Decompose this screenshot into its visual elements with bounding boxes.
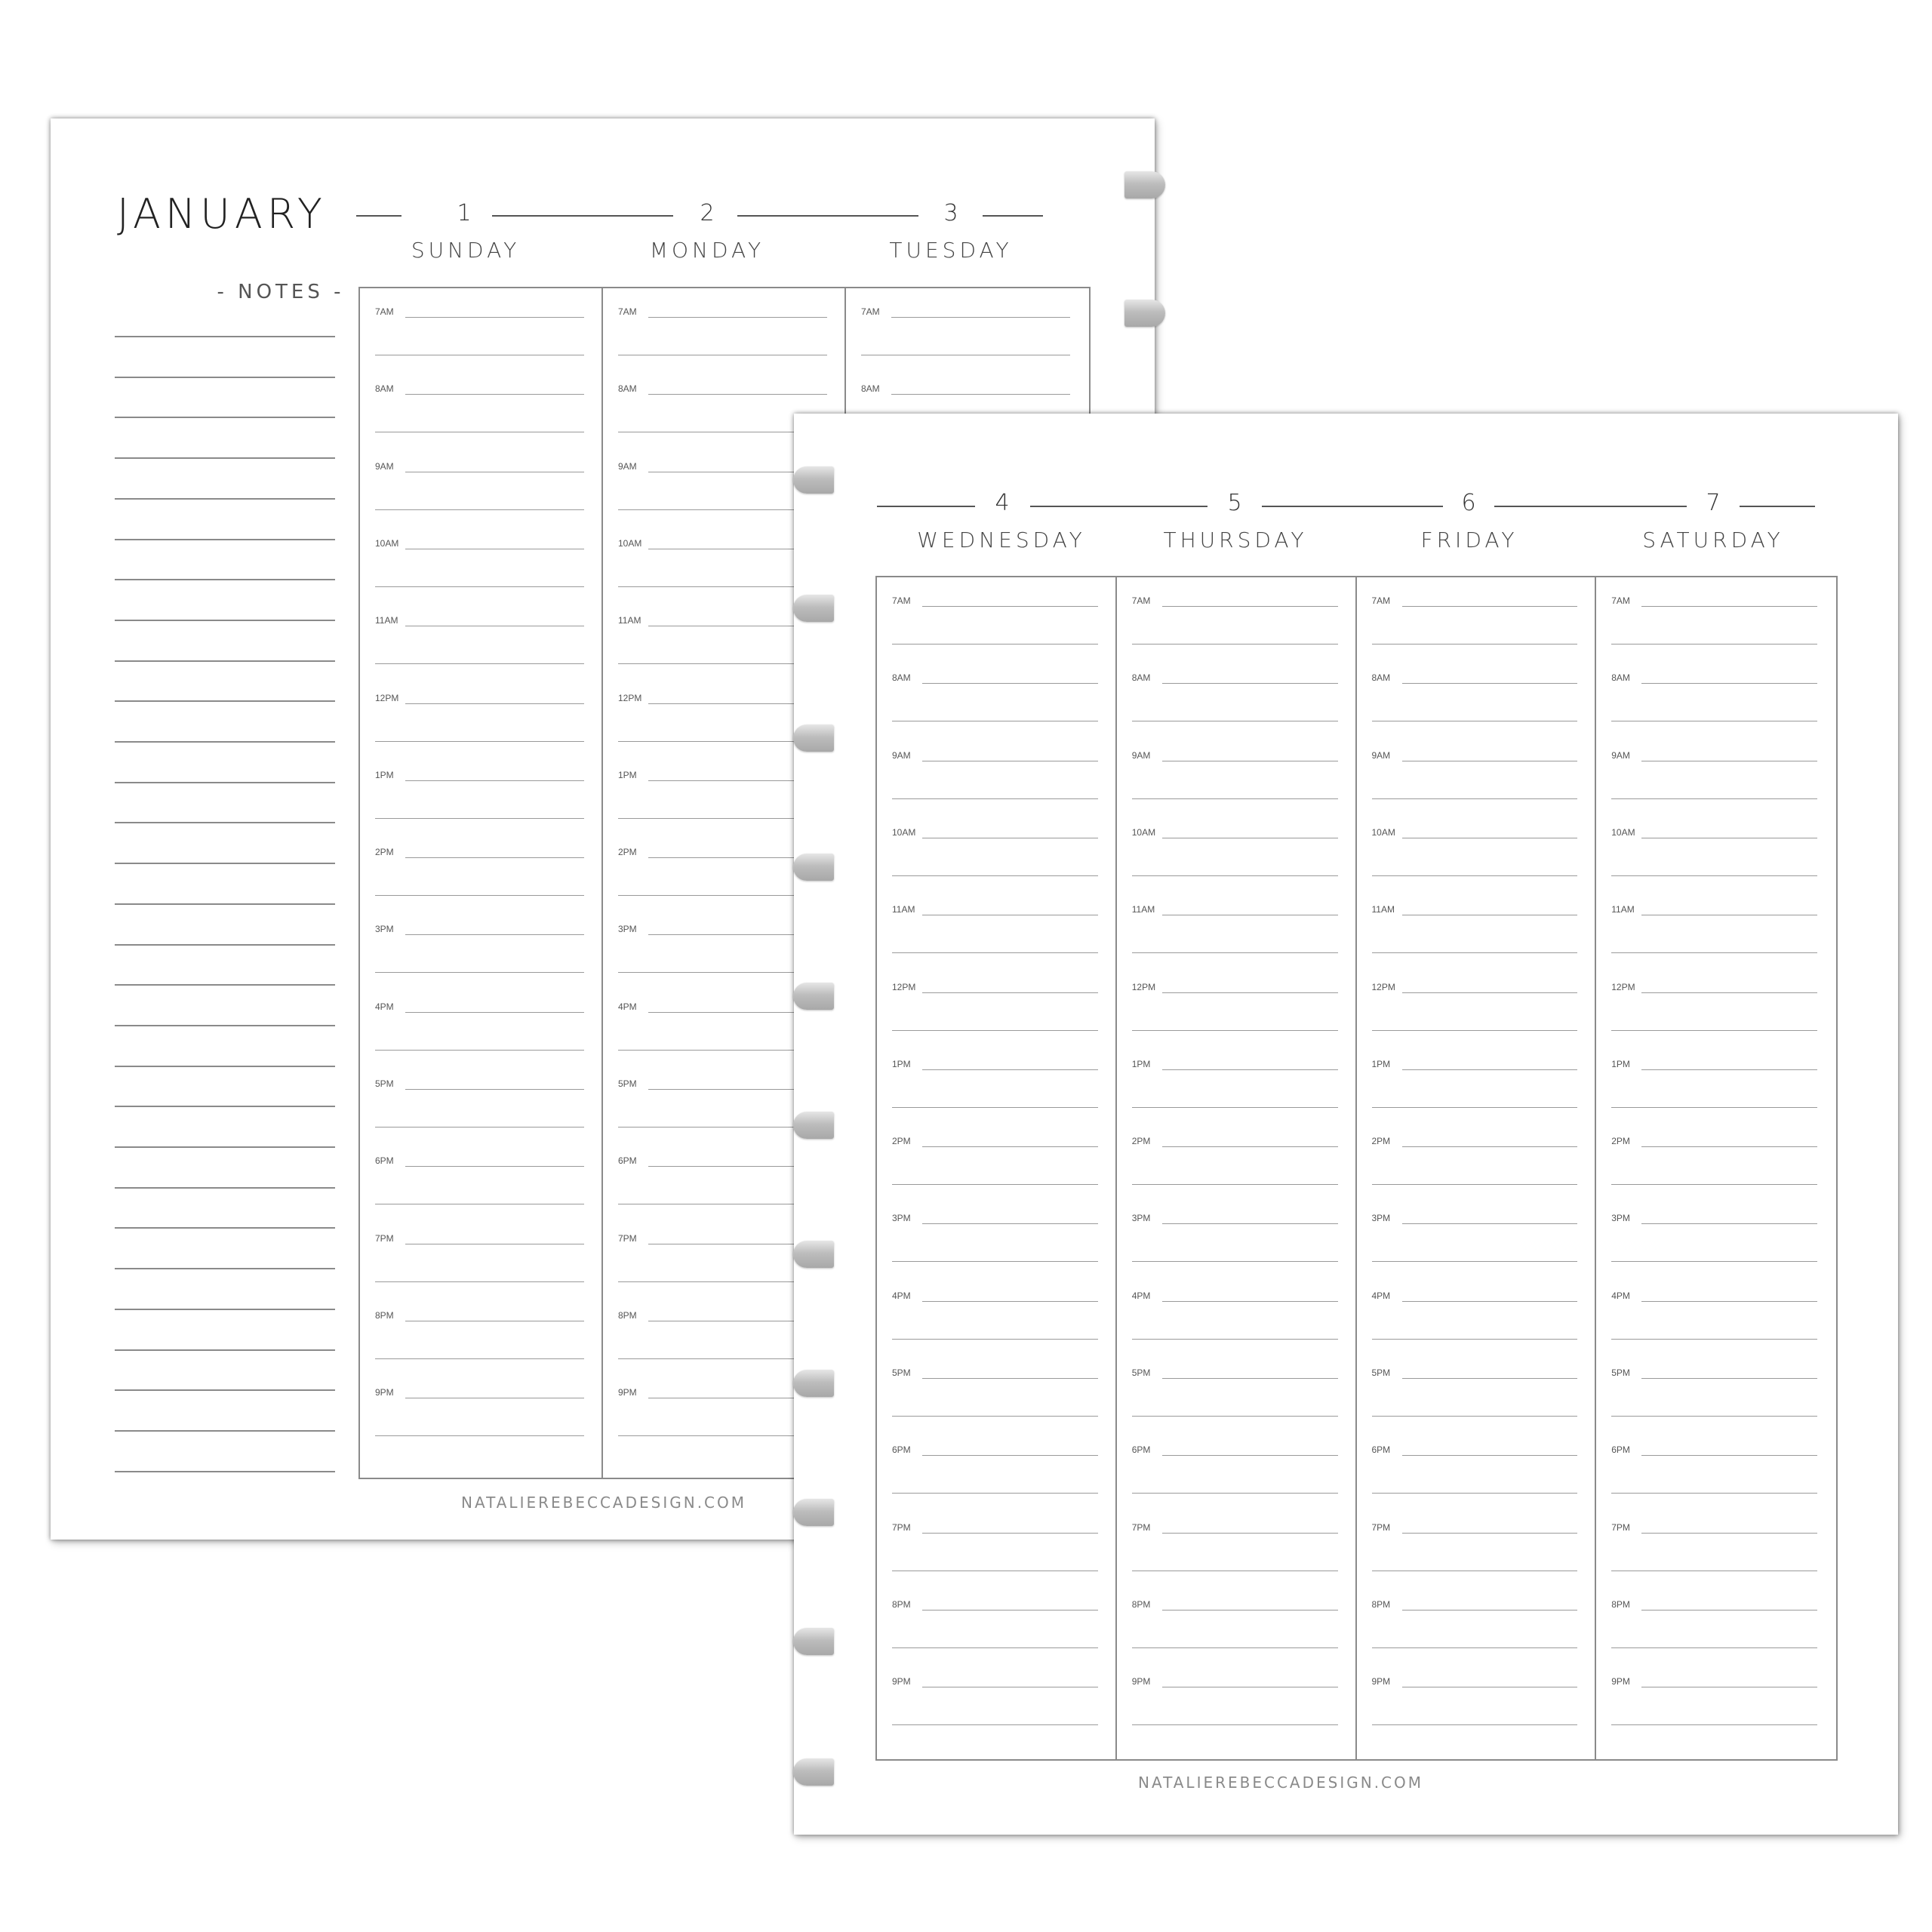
half-hour-line[interactable] bbox=[892, 1184, 1098, 1185]
half-hour-line[interactable] bbox=[1372, 798, 1578, 799]
half-hour-line[interactable] bbox=[1132, 1493, 1338, 1494]
note-line[interactable] bbox=[115, 377, 335, 378]
binder-disc bbox=[793, 1628, 834, 1655]
time-label: 5PM bbox=[1371, 1367, 1391, 1378]
time-label: 8AM bbox=[861, 383, 880, 395]
half-hour-line[interactable] bbox=[1611, 952, 1817, 953]
day-number: 7 bbox=[1706, 490, 1721, 516]
time-label: 9AM bbox=[1611, 749, 1630, 761]
half-hour-line[interactable] bbox=[1132, 1030, 1338, 1031]
note-line[interactable] bbox=[115, 1268, 335, 1269]
time-slot-line[interactable] bbox=[405, 394, 584, 395]
header-rule bbox=[1494, 506, 1687, 507]
half-hour-line[interactable] bbox=[375, 1281, 584, 1282]
time-label: 8PM bbox=[1371, 1598, 1391, 1610]
half-hour-line[interactable] bbox=[1372, 1416, 1578, 1417]
half-hour-line[interactable] bbox=[375, 972, 584, 973]
time-label: 6PM bbox=[1131, 1444, 1151, 1456]
time-label: 7AM bbox=[375, 306, 394, 317]
half-hour-line[interactable] bbox=[1372, 1107, 1578, 1108]
time-label: 10AM bbox=[1131, 826, 1156, 838]
half-hour-line[interactable] bbox=[1372, 644, 1578, 645]
time-label: 12PM bbox=[1131, 981, 1156, 992]
header-rule bbox=[1030, 506, 1208, 507]
half-hour-line[interactable] bbox=[892, 798, 1098, 799]
time-label: 4PM bbox=[1371, 1290, 1391, 1301]
half-hour-line[interactable] bbox=[892, 1261, 1098, 1262]
half-hour-line[interactable] bbox=[892, 1416, 1098, 1417]
time-slot-line[interactable] bbox=[1641, 1301, 1817, 1302]
note-line[interactable] bbox=[115, 1066, 335, 1067]
time-slot-line[interactable] bbox=[922, 992, 1098, 993]
time-label: 3PM bbox=[375, 924, 394, 935]
day-name: SATURDAY bbox=[1642, 528, 1784, 552]
time-slot-line[interactable] bbox=[1402, 1455, 1578, 1456]
half-hour-line[interactable] bbox=[1611, 644, 1817, 645]
half-hour-line[interactable] bbox=[1611, 1493, 1817, 1494]
time-slot-line[interactable] bbox=[1162, 606, 1338, 607]
time-label: 7AM bbox=[861, 306, 880, 317]
time-label: 10AM bbox=[375, 537, 399, 549]
time-slot-line[interactable] bbox=[922, 1533, 1098, 1534]
time-label: 6PM bbox=[1611, 1444, 1630, 1456]
time-label: 1PM bbox=[618, 769, 637, 780]
time-label: 1PM bbox=[1611, 1058, 1630, 1069]
time-label: 7AM bbox=[1371, 595, 1391, 606]
note-line[interactable] bbox=[115, 944, 335, 946]
day-name: SUNDAY bbox=[411, 238, 521, 263]
half-hour-line[interactable] bbox=[1611, 798, 1817, 799]
time-label: 5PM bbox=[1611, 1367, 1630, 1378]
time-label: 1PM bbox=[375, 769, 394, 780]
time-label: 4PM bbox=[892, 1290, 911, 1301]
binder-disc bbox=[1124, 171, 1165, 198]
half-hour-line[interactable] bbox=[375, 663, 584, 664]
note-line[interactable] bbox=[115, 1227, 335, 1229]
time-label: 5PM bbox=[618, 1078, 637, 1089]
half-hour-line[interactable] bbox=[1132, 1647, 1338, 1648]
time-slot-line[interactable] bbox=[1402, 992, 1578, 993]
time-label: 7PM bbox=[1611, 1521, 1630, 1533]
note-line[interactable] bbox=[115, 903, 335, 905]
time-slot-line[interactable] bbox=[1641, 1146, 1817, 1147]
time-label: 11AM bbox=[375, 615, 398, 626]
header-rule bbox=[737, 215, 918, 217]
time-label: 9PM bbox=[892, 1676, 911, 1687]
time-slot-line[interactable] bbox=[405, 703, 584, 704]
month-title: JANUARY bbox=[117, 190, 327, 238]
time-label: 8AM bbox=[1131, 672, 1151, 684]
time-label: 1PM bbox=[1371, 1058, 1391, 1069]
half-hour-line[interactable] bbox=[1611, 1416, 1817, 1417]
time-slot-line[interactable] bbox=[405, 1089, 584, 1090]
half-hour-line[interactable] bbox=[375, 741, 584, 742]
time-label: 3PM bbox=[892, 1213, 911, 1224]
time-label: 7PM bbox=[1371, 1521, 1391, 1533]
half-hour-line[interactable] bbox=[1132, 1339, 1338, 1340]
header-rule bbox=[492, 215, 673, 217]
half-hour-line[interactable] bbox=[1132, 1107, 1338, 1108]
day-column bbox=[1596, 577, 1836, 1759]
time-slot-line[interactable] bbox=[891, 317, 1070, 318]
time-label: 9AM bbox=[892, 749, 911, 761]
half-hour-line[interactable] bbox=[1611, 1107, 1817, 1108]
time-slot-line[interactable] bbox=[922, 683, 1098, 684]
half-hour-line[interactable] bbox=[1372, 1647, 1578, 1648]
half-hour-line[interactable] bbox=[1372, 1493, 1578, 1494]
time-label: 12PM bbox=[618, 692, 642, 703]
header-rule bbox=[356, 215, 401, 217]
binder-disc bbox=[793, 1758, 834, 1786]
note-line[interactable] bbox=[115, 579, 335, 580]
time-label: 8AM bbox=[1371, 672, 1391, 684]
half-hour-line[interactable] bbox=[892, 1107, 1098, 1108]
half-hour-line[interactable] bbox=[1372, 1184, 1578, 1185]
day-column bbox=[1117, 577, 1357, 1759]
day-name: FRIDAY bbox=[1420, 528, 1518, 552]
time-slot-line[interactable] bbox=[405, 780, 584, 781]
time-slot-line[interactable] bbox=[1162, 1069, 1338, 1070]
half-hour-line[interactable] bbox=[892, 644, 1098, 645]
time-slot-line[interactable] bbox=[1641, 1378, 1817, 1379]
time-slot-line[interactable] bbox=[1641, 1069, 1817, 1070]
binder-disc bbox=[1124, 300, 1165, 327]
note-line[interactable] bbox=[115, 539, 335, 540]
note-line[interactable] bbox=[115, 1025, 335, 1026]
time-label: 2PM bbox=[618, 847, 637, 858]
note-line[interactable] bbox=[115, 863, 335, 864]
time-label: 4PM bbox=[1131, 1290, 1151, 1301]
time-label: 4PM bbox=[1611, 1290, 1630, 1301]
half-hour-line[interactable] bbox=[375, 509, 584, 510]
half-hour-line[interactable] bbox=[375, 1127, 584, 1128]
half-hour-line[interactable] bbox=[1611, 1647, 1817, 1648]
half-hour-line[interactable] bbox=[1611, 1339, 1817, 1340]
time-label: 9AM bbox=[1131, 749, 1151, 761]
time-label: 9AM bbox=[618, 460, 637, 472]
time-label: 10AM bbox=[1611, 826, 1635, 838]
time-slot-line[interactable] bbox=[1162, 1301, 1338, 1302]
time-slot-line[interactable] bbox=[1162, 683, 1338, 684]
time-slot-line[interactable] bbox=[922, 1455, 1098, 1456]
time-slot-line[interactable] bbox=[1162, 1146, 1338, 1147]
time-slot-line[interactable] bbox=[648, 317, 827, 318]
day-number: 6 bbox=[1461, 490, 1476, 516]
time-label: 3PM bbox=[1611, 1213, 1630, 1224]
half-hour-line[interactable] bbox=[375, 586, 584, 587]
half-hour-line[interactable] bbox=[1611, 875, 1817, 876]
time-slot-line[interactable] bbox=[1402, 1301, 1578, 1302]
time-slot-line[interactable] bbox=[1162, 992, 1338, 993]
time-label: 2PM bbox=[892, 1136, 911, 1147]
time-label: 9AM bbox=[375, 460, 394, 472]
time-label: 5PM bbox=[375, 1078, 394, 1089]
binder-disc bbox=[793, 854, 834, 881]
time-label: 3PM bbox=[1371, 1213, 1391, 1224]
time-slot-line[interactable] bbox=[1402, 1378, 1578, 1379]
time-label: 11AM bbox=[892, 904, 915, 915]
time-slot-line[interactable] bbox=[1641, 683, 1817, 684]
binder-disc bbox=[793, 724, 834, 752]
day-number: 3 bbox=[943, 200, 958, 226]
note-line[interactable] bbox=[115, 822, 335, 823]
half-hour-line[interactable] bbox=[1611, 1030, 1817, 1031]
time-label: 11AM bbox=[1131, 904, 1155, 915]
time-slot-line[interactable] bbox=[648, 394, 827, 395]
time-label: 3PM bbox=[1131, 1213, 1151, 1224]
half-hour-line[interactable] bbox=[1372, 1261, 1578, 1262]
time-slot-line[interactable] bbox=[1162, 1378, 1338, 1379]
half-hour-line[interactable] bbox=[1372, 1030, 1578, 1031]
binder-disc bbox=[793, 595, 834, 622]
time-slot-line[interactable] bbox=[1641, 606, 1817, 607]
time-label: 7PM bbox=[618, 1232, 637, 1244]
half-hour-line[interactable] bbox=[892, 1339, 1098, 1340]
half-hour-line[interactable] bbox=[892, 1493, 1098, 1494]
time-label: 8PM bbox=[1611, 1598, 1630, 1610]
note-line[interactable] bbox=[115, 498, 335, 500]
footer-url: NATALIEREBECCADESIGN.COM bbox=[460, 1494, 747, 1512]
time-slot-line[interactable] bbox=[1162, 1223, 1338, 1224]
half-hour-line[interactable] bbox=[375, 1435, 584, 1436]
time-label: 2PM bbox=[1131, 1136, 1151, 1147]
time-label: 11AM bbox=[1371, 904, 1395, 915]
time-label: 6PM bbox=[892, 1444, 911, 1456]
day-name: THURSDAY bbox=[1163, 528, 1308, 552]
time-label: 7PM bbox=[375, 1232, 394, 1244]
time-slot-line[interactable] bbox=[922, 1069, 1098, 1070]
day-number: 1 bbox=[457, 200, 472, 226]
half-hour-line[interactable] bbox=[1611, 1261, 1817, 1262]
time-slot-line[interactable] bbox=[1641, 1455, 1817, 1456]
time-slot-line[interactable] bbox=[1641, 1533, 1817, 1534]
time-slot-line[interactable] bbox=[1162, 1610, 1338, 1611]
time-label: 9PM bbox=[1371, 1676, 1391, 1687]
time-label: 7PM bbox=[1131, 1521, 1151, 1533]
note-line[interactable] bbox=[115, 660, 335, 662]
time-slot-line[interactable] bbox=[1402, 683, 1578, 684]
time-slot-line[interactable] bbox=[405, 857, 584, 858]
time-label: 1PM bbox=[892, 1058, 911, 1069]
time-label: 7AM bbox=[618, 306, 637, 317]
time-slot-line[interactable] bbox=[1402, 1223, 1578, 1224]
time-slot-line[interactable] bbox=[405, 317, 584, 318]
footer-url: NATALIEREBECCADESIGN.COM bbox=[1137, 1774, 1424, 1792]
time-label: 10AM bbox=[618, 537, 642, 549]
time-slot-line[interactable] bbox=[922, 1301, 1098, 1302]
time-label: 6PM bbox=[618, 1155, 637, 1167]
time-label: 5PM bbox=[1131, 1367, 1151, 1378]
time-label: 4PM bbox=[618, 1001, 637, 1012]
binder-disc bbox=[793, 466, 834, 494]
half-hour-line[interactable] bbox=[892, 1030, 1098, 1031]
time-label: 3PM bbox=[618, 924, 637, 935]
day-column bbox=[877, 577, 1117, 1759]
time-label: 2PM bbox=[375, 847, 394, 858]
time-label: 12PM bbox=[1371, 981, 1395, 992]
time-slot-line[interactable] bbox=[405, 934, 584, 935]
time-label: 9AM bbox=[1371, 749, 1391, 761]
time-slot-line[interactable] bbox=[1402, 1069, 1578, 1070]
time-label: 11AM bbox=[1611, 904, 1635, 915]
note-line[interactable] bbox=[115, 1146, 335, 1148]
header-rule bbox=[983, 215, 1043, 217]
time-label: 9PM bbox=[1611, 1676, 1630, 1687]
note-line[interactable] bbox=[115, 700, 335, 702]
time-label: 8AM bbox=[1611, 672, 1630, 684]
time-label: 9PM bbox=[375, 1387, 394, 1398]
note-line[interactable] bbox=[115, 1106, 335, 1107]
time-label: 2PM bbox=[1611, 1136, 1630, 1147]
note-line[interactable] bbox=[115, 457, 335, 459]
time-label: 10AM bbox=[892, 826, 916, 838]
time-label: 7AM bbox=[1131, 595, 1151, 606]
note-line[interactable] bbox=[115, 620, 335, 621]
half-hour-line[interactable] bbox=[1132, 644, 1338, 645]
time-label: 8AM bbox=[375, 383, 394, 395]
time-slot-line[interactable] bbox=[1402, 1146, 1578, 1147]
half-hour-line[interactable] bbox=[1611, 1724, 1817, 1725]
notes-title: - NOTES - bbox=[217, 281, 345, 303]
time-slot-line[interactable] bbox=[922, 1146, 1098, 1147]
time-slot-line[interactable] bbox=[922, 606, 1098, 607]
time-slot-line[interactable] bbox=[1162, 1455, 1338, 1456]
time-slot-line[interactable] bbox=[405, 1166, 584, 1167]
time-slot-line[interactable] bbox=[1641, 1610, 1817, 1611]
half-hour-line[interactable] bbox=[892, 1647, 1098, 1648]
note-line[interactable] bbox=[115, 1349, 335, 1351]
half-hour-line[interactable] bbox=[1132, 798, 1338, 799]
time-label: 5PM bbox=[892, 1367, 911, 1378]
note-line[interactable] bbox=[115, 1430, 335, 1432]
time-label: 1PM bbox=[1131, 1058, 1151, 1069]
time-label: 6PM bbox=[1371, 1444, 1391, 1456]
time-slot-line[interactable] bbox=[405, 1012, 584, 1013]
time-slot-line[interactable] bbox=[1402, 606, 1578, 607]
binder-disc bbox=[793, 983, 834, 1010]
time-slot-line[interactable] bbox=[922, 1223, 1098, 1224]
header-rule bbox=[1740, 506, 1815, 507]
time-slot-line[interactable] bbox=[1641, 1223, 1817, 1224]
time-label: 8PM bbox=[618, 1309, 637, 1321]
note-line[interactable] bbox=[115, 417, 335, 418]
note-line[interactable] bbox=[115, 984, 335, 986]
half-hour-line[interactable] bbox=[1372, 952, 1578, 953]
binder-disc bbox=[793, 1499, 834, 1526]
time-label: 8AM bbox=[618, 383, 637, 395]
time-label: 8PM bbox=[375, 1309, 394, 1321]
half-hour-line[interactable] bbox=[892, 952, 1098, 953]
time-label: 2PM bbox=[1371, 1136, 1391, 1147]
half-hour-line[interactable] bbox=[1132, 1416, 1338, 1417]
time-label: 10AM bbox=[1371, 826, 1395, 838]
day-name: WEDNESDAY bbox=[917, 528, 1086, 552]
time-label: 12PM bbox=[892, 981, 916, 992]
time-slot-line[interactable] bbox=[1402, 1533, 1578, 1534]
half-hour-line[interactable] bbox=[1132, 1184, 1338, 1185]
day-number: 2 bbox=[700, 200, 715, 226]
half-hour-line[interactable] bbox=[892, 1724, 1098, 1725]
day-name: MONDAY bbox=[649, 238, 765, 263]
schedule-grid bbox=[875, 576, 1838, 1761]
time-label: 11AM bbox=[618, 615, 641, 626]
header-rule bbox=[877, 506, 975, 507]
half-hour-line[interactable] bbox=[1132, 952, 1338, 953]
note-line[interactable] bbox=[115, 782, 335, 783]
time-label: 7PM bbox=[892, 1521, 911, 1533]
time-slot-line[interactable] bbox=[922, 1610, 1098, 1611]
header-rule bbox=[1262, 506, 1443, 507]
half-hour-line[interactable] bbox=[375, 895, 584, 896]
time-label: 12PM bbox=[1611, 981, 1635, 992]
note-line[interactable] bbox=[115, 1309, 335, 1310]
planner-page-right bbox=[794, 414, 1898, 1835]
half-hour-line[interactable] bbox=[375, 1358, 584, 1359]
half-hour-line[interactable] bbox=[892, 875, 1098, 876]
half-hour-line[interactable] bbox=[375, 818, 584, 819]
day-number: 5 bbox=[1227, 490, 1242, 516]
time-label: 7AM bbox=[1611, 595, 1630, 606]
time-slot-line[interactable] bbox=[922, 1378, 1098, 1379]
time-slot-line[interactable] bbox=[1641, 992, 1817, 993]
time-slot-line[interactable] bbox=[891, 394, 1070, 395]
day-column bbox=[360, 288, 603, 1478]
half-hour-line[interactable] bbox=[1132, 1261, 1338, 1262]
half-hour-line[interactable] bbox=[375, 1050, 584, 1051]
half-hour-line[interactable] bbox=[1132, 1724, 1338, 1725]
note-line[interactable] bbox=[115, 336, 335, 337]
time-label: 8AM bbox=[892, 672, 911, 684]
binder-disc bbox=[793, 1370, 834, 1397]
time-label: 9PM bbox=[618, 1387, 637, 1398]
note-line[interactable] bbox=[115, 1389, 335, 1391]
time-label: 6PM bbox=[375, 1155, 394, 1167]
time-label: 8PM bbox=[892, 1598, 911, 1610]
time-slot-line[interactable] bbox=[1162, 1533, 1338, 1534]
day-name: TUESDAY bbox=[889, 238, 1013, 263]
note-line[interactable] bbox=[115, 1187, 335, 1189]
half-hour-line[interactable] bbox=[1132, 875, 1338, 876]
time-label: 9PM bbox=[1131, 1676, 1151, 1687]
note-line[interactable] bbox=[115, 741, 335, 743]
half-hour-line[interactable] bbox=[1372, 1724, 1578, 1725]
time-label: 7AM bbox=[892, 595, 911, 606]
time-label: 4PM bbox=[375, 1001, 394, 1012]
note-line[interactable] bbox=[115, 1471, 335, 1472]
half-hour-line[interactable] bbox=[1611, 1184, 1817, 1185]
binder-disc bbox=[793, 1112, 834, 1139]
half-hour-line[interactable] bbox=[1372, 1339, 1578, 1340]
time-label: 8PM bbox=[1131, 1598, 1151, 1610]
time-slot-line[interactable] bbox=[1402, 1610, 1578, 1611]
binder-disc bbox=[793, 1241, 834, 1268]
day-number: 4 bbox=[995, 490, 1010, 516]
time-label: 12PM bbox=[375, 692, 399, 703]
day-column bbox=[1357, 577, 1597, 1759]
half-hour-line[interactable] bbox=[1372, 875, 1578, 876]
